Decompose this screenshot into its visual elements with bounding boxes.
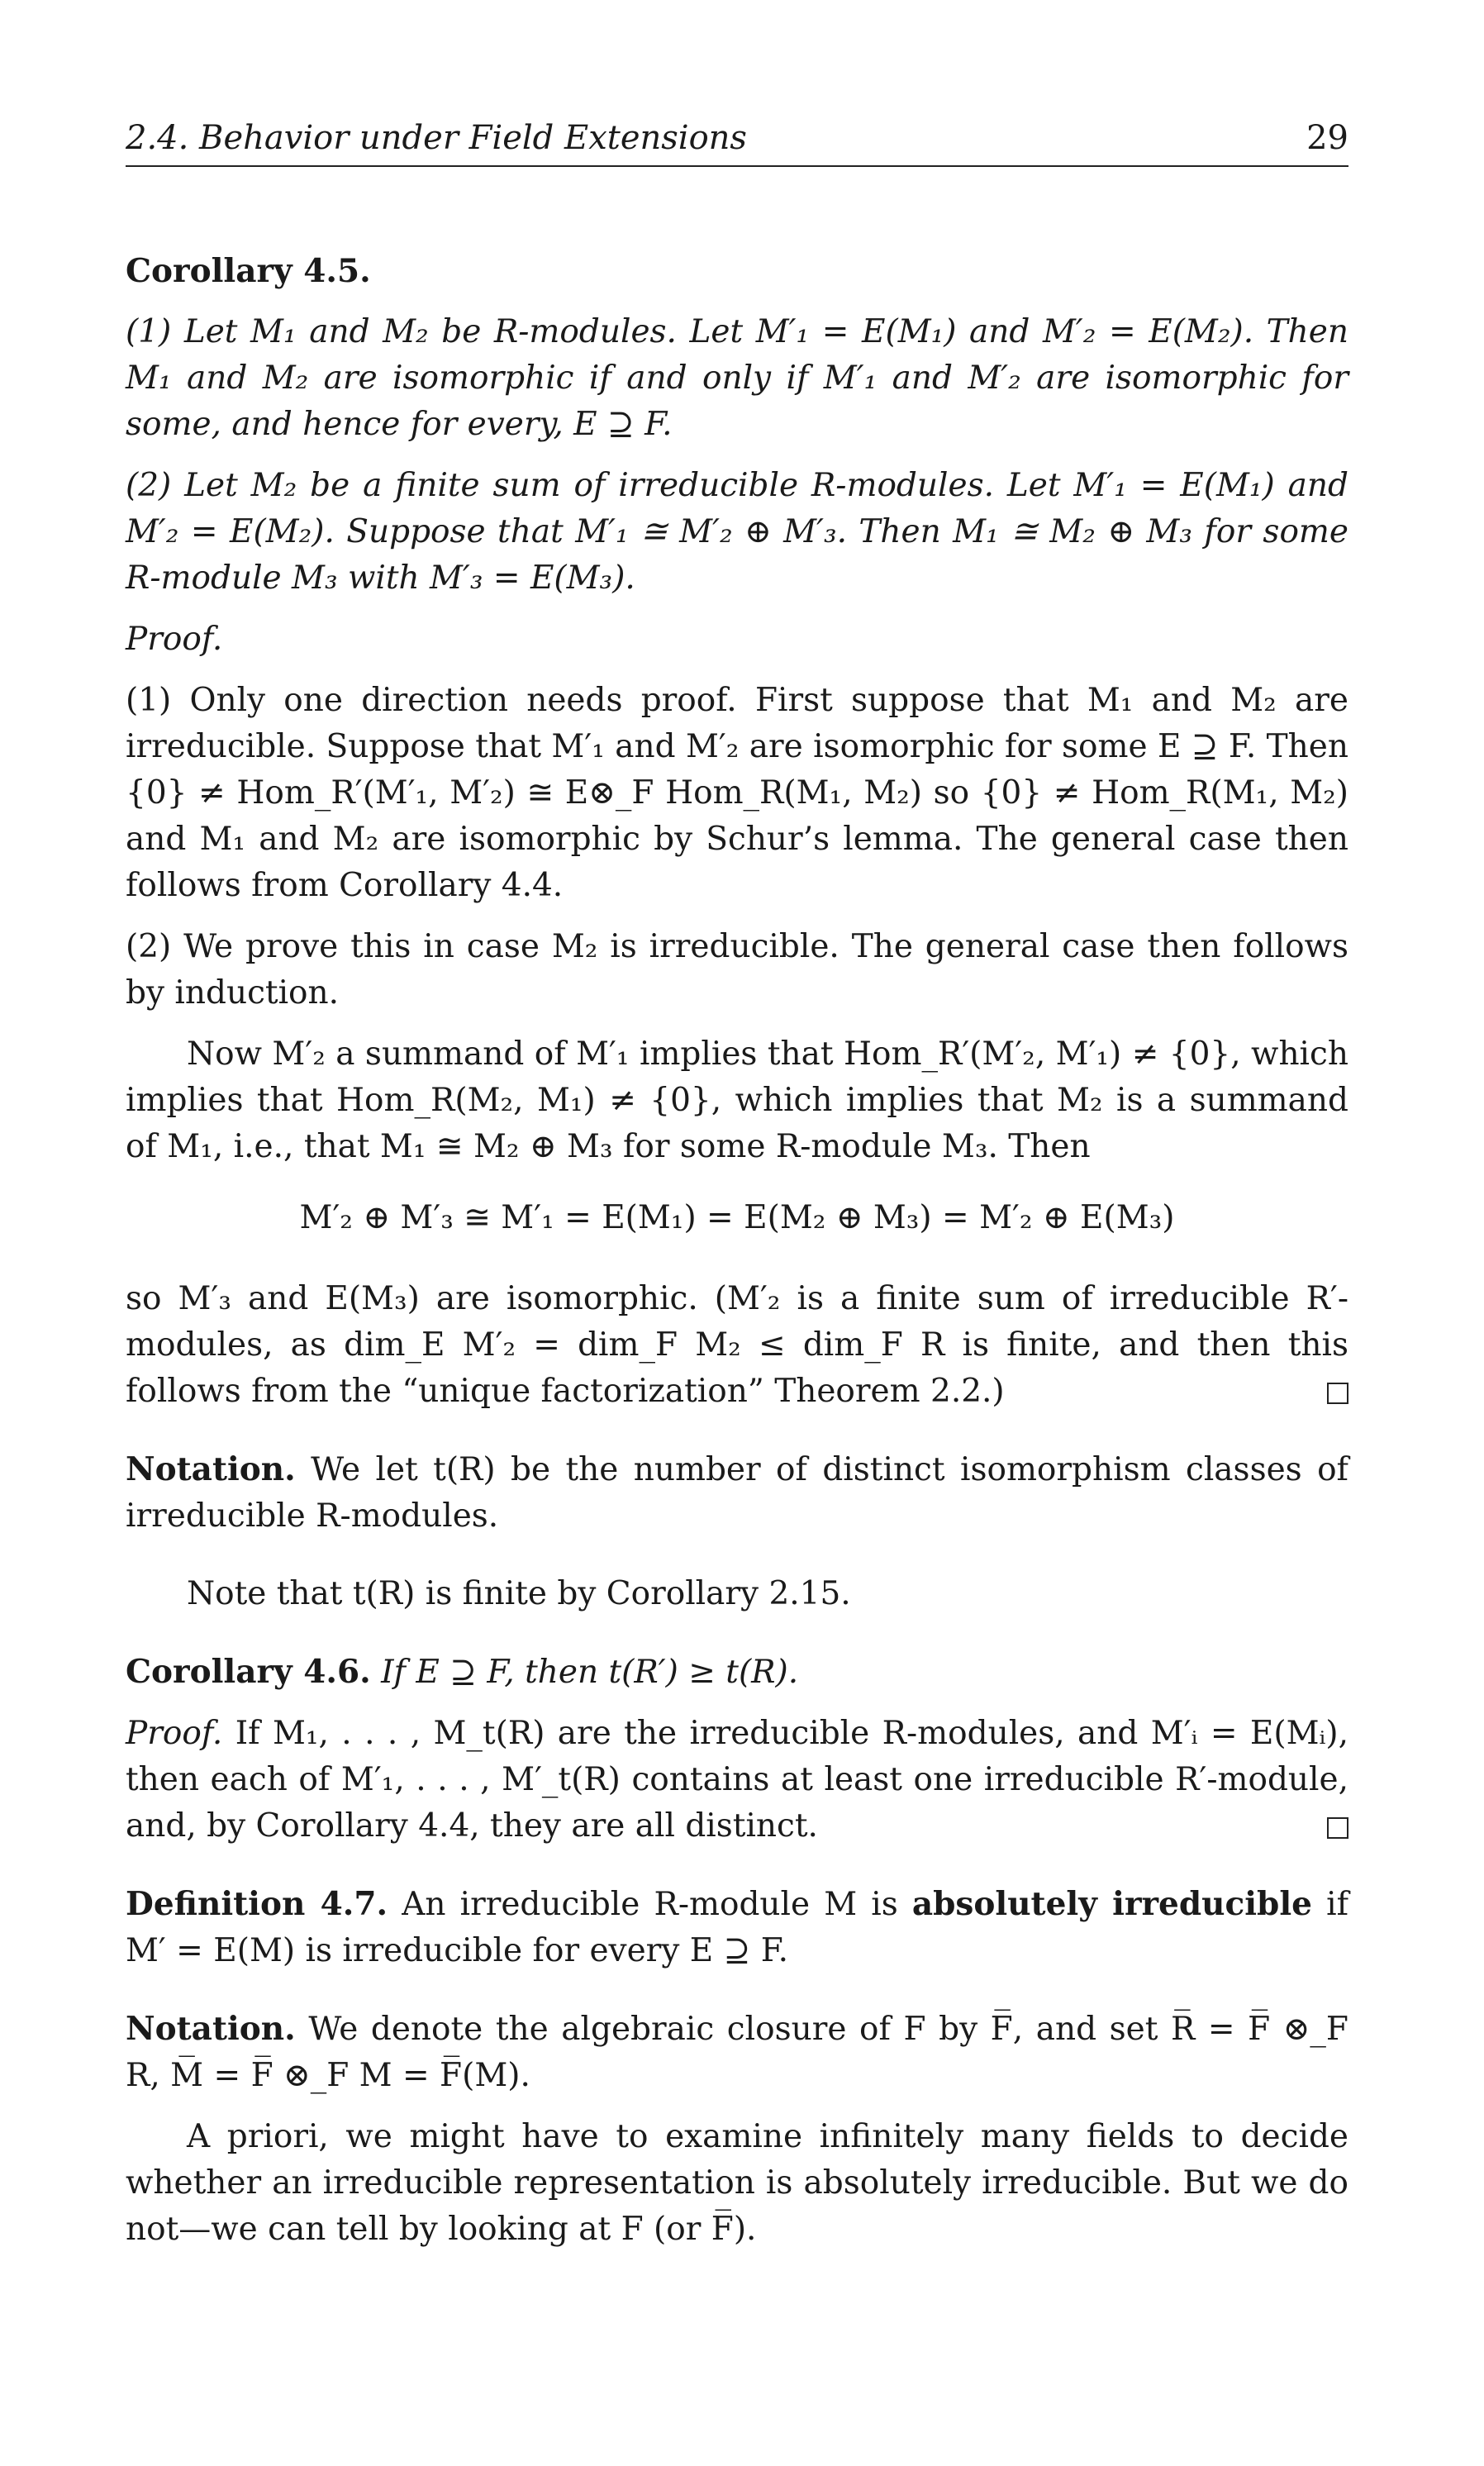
notation-note: Note that t(R) is finite by Corollary 2.15. — [187, 1575, 851, 1612]
page-number: 29 — [1306, 119, 1348, 157]
corollary-4-6-proof — [126, 1711, 1348, 1850]
notation-text: We let t(R) be the number of distinct isomorphism classes of irreducible R-modules. — [126, 1451, 1348, 1535]
notation-heading-2: Notation. — [126, 2010, 296, 2048]
corollary-4-5-part-1: (1) Let M₁ and M₂ be R-modules. Let M′₁ = E(M₁) and M′₂ = E(M₂). Then M₁ and M₂ are isomorphic if and only if M′₁ and M′₂ are isomorphic for some, and hence for every, E ⊇ F. — [126, 313, 1348, 443]
section-title: 2.4. Behavior under Field Extensions — [126, 119, 747, 157]
display-equation: M′₂ ⊕ M′₃ ≅ M′₁ = E(M₁) = E(M₂ ⊕ M₃) = M′₂ ⊕ E(M₃) — [299, 1199, 1175, 1236]
definition-heading: Definition 4.7. — [126, 1885, 388, 1923]
definition-text-b: if M′ = E(M) is irreducible for every E ⊇ F. — [126, 1886, 1349, 1969]
notation-paragraph — [126, 1446, 1348, 1540]
corollary-4-6-proof-text: If M₁, . . . , M_t(R) are the irreducible R-modules, and M′ᵢ = E(Mᵢ), then each of M′₁, . . . , M′_t(R) contains at least one irreducible R′-module, and, by Corollary 4.4, they are all distinct. — [126, 1715, 1348, 1845]
notation-text-2: We denote the algebraic closure of F by F̅, and set R̅ = F̅ ⊗_F R, M̅ = F̅ ⊗_F M = F̅(M). — [126, 2011, 1348, 2094]
proof-label-2: Proof. — [126, 1715, 223, 1752]
qed-square-icon-2 — [1327, 1817, 1348, 1839]
proof-part-4-text: so M′₃ and E(M₃) are isomorphic. (M′₂ is a finite sum of irreducible R′-modules, as dim_E M′₂ = dim_F M₂ ≤ dim_F R is finite, and then this follows from the “unique factorization” Theorem 2.2.) — [126, 1280, 1348, 1410]
definition-term: absolutely irreducible — [911, 1885, 1312, 1923]
definition-4-7 — [126, 1881, 1348, 1974]
proof-part-1: (1) Only one direction needs proof. First suppose that M₁ and M₂ are irreducible. Suppose that M′₁ and M′₂ are isomorphic for some E ⊇ F. Then {0} ≠ Hom_R′(M′₁, M′₂) ≅ E⊗_F Hom_R(M₁, M₂) so {0} ≠ Hom_R(M₁, M₂) and M₁ and M₂ are isomorphic by Schur’s lemma. The general case then follows from Corollary 4.4. — [126, 682, 1348, 904]
proof-part-3: Now M′₂ a summand of M′₁ implies that Hom_R′(M′₂, M′₁) ≠ {0}, which implies that Hom_R(M₂, M₁) ≠ {0}, which implies that M₂ is a summand of M₁, i.e., that M₁ ≅ M₂ ⊕ M₃ for some R-module M₃. Then — [126, 1035, 1348, 1165]
qed-square-icon — [1327, 1383, 1348, 1404]
proof-label: Proof. — [126, 621, 223, 658]
corollary-4-5-part-2: (2) Let M₂ be a finite sum of irreducible R-modules. Let M′₁ = E(M₁) and M′₂ = E(M₂). Suppose that M′₁ ≅ M′₂ ⊕ M′₃. Then M₁ ≅ M₂ ⊕ M₃ for some R-module M₃ with M′₃ = E(M₃). — [126, 467, 1348, 597]
corollary-4-6 — [126, 1649, 1348, 1696]
notation-paragraph-2 — [126, 2006, 1348, 2099]
corollary-4-6-statement: If E ⊇ F, then t(R′) ≥ t(R). — [381, 1654, 799, 1691]
corollary-4-5-heading: Corollary 4.5. — [126, 252, 371, 290]
page-body — [126, 248, 1348, 2268]
definition-text-a: An irreducible R-module M is — [402, 1886, 898, 1923]
running-header — [126, 116, 1348, 167]
closing-paragraph: A priori, we might have to examine infinitely many fields to decide whether an irreducible representation is absolutely irreducible. But we do not—we can tell by looking at F (or F̅). — [126, 2118, 1348, 2248]
proof-part-2: (2) We prove this in case M₂ is irreducible. The general case then follows by induction. — [126, 928, 1348, 1012]
notation-heading: Notation. — [126, 1450, 296, 1488]
corollary-4-6-heading: Corollary 4.6. — [126, 1653, 371, 1691]
proof-part-4 — [126, 1276, 1348, 1415]
